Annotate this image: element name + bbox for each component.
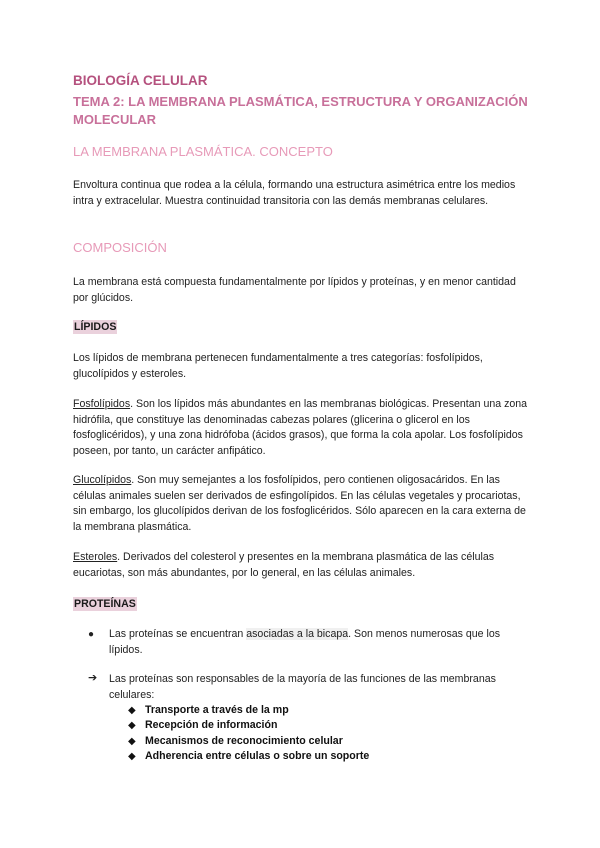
phospholipids-text: . Son los lípidos más abundantes en las membranas biológicas. Presentan una zona hidrófila, que constituye las denominadas cabezas polares (glicerina o glicerol en los fosfoglicéridos), y una zona hidrófoba (ácidos grasos), que forma la cola apolar. Los fosfolípidos poseen, por tanto, un carácter anfipático. [73,398,528,457]
proteins-bullet-1 [109,627,529,658]
phospholipids-term: Fosfolípidos [73,398,131,410]
bullet-dot-icon: ● [88,629,95,640]
concept-text: Envoltura continua que rodea a la célula, formando una estructura asimétrica entre los medios intra y extracelular. Muestra continuidad transitoria con las demás membranas celulares. [73,179,516,207]
composition-heading: COMPOSICIÓN [73,240,167,255]
document-subtitle: TEMA 2: LA MEMBRANA PLASMÁTICA, ESTRUCTURA Y ORGANIZACIÓN MOLECULAR [73,94,528,127]
composition-text: La membrana está compuesta fundamentalmente por lípidos y proteínas, y en menor cantidad por glúcidos. [73,276,516,304]
diamond-bullet-icon: ◆ [128,751,136,762]
sterols-paragraph [73,550,533,581]
glycolipids-paragraph [73,473,533,535]
diamond-bullet-icon: ◆ [128,705,136,716]
arrow-right-icon: ➔ [88,672,98,684]
sterols-text: . Derivados del colesterol y presentes en la membrana plasmática de las células eucariotas, son más abundantes, por lo general, en las células animales. [73,551,495,579]
function-item: ◆ Mecanismos de reconocimiento celular [128,735,343,747]
diamond-bullet-icon: ◆ [128,736,136,747]
proteins-label: PROTEÍNAS [74,598,136,610]
function-item: ◆ Recepción de información [128,719,278,731]
bullet-1-pre: Las proteínas se encuentran [109,628,247,640]
sterols-term: Esteroles [73,551,118,563]
proteins-bullet-2: Las proteínas son responsables de la mayoría de las funciones de las membranas celulares: [109,673,496,701]
concept-heading: LA MEMBRANA PLASMÁTICA. CONCEPTO [73,144,333,159]
glycolipids-term: Glucolípidos [73,474,132,486]
bullet-1-post: . Son menos numerosas que los lípidos. [109,628,501,656]
diamond-bullet-icon: ◆ [128,720,136,731]
bullet-1-highlight: asociadas a la bicapa [246,628,349,640]
document-title: BIOLOGÍA CELULAR [73,73,208,88]
phospholipids-paragraph [73,397,533,459]
lipids-intro: Los lípidos de membrana pertenecen fundamentalmente a tres categorías: fosfolípidos, glucolípidos y esteroles. [73,352,483,380]
lipids-label: LÍPIDOS [74,321,117,333]
function-item: ◆ Transporte a través de la mp [128,704,289,716]
glycolipids-text: . Son muy semejantes a los fosfolípidos, pero contienen oligosacáridos. En las células animales suelen ser derivados de esfingolípidos. En las células vegetales y procariotas, sin embargo, los glucolípidos derivan de los fosfoglicéridos. Sólo aparecen en la cara externa de la membrana plasmática. [73,474,526,533]
function-item: ◆ Adherencia entre células o sobre un soporte [128,750,370,762]
